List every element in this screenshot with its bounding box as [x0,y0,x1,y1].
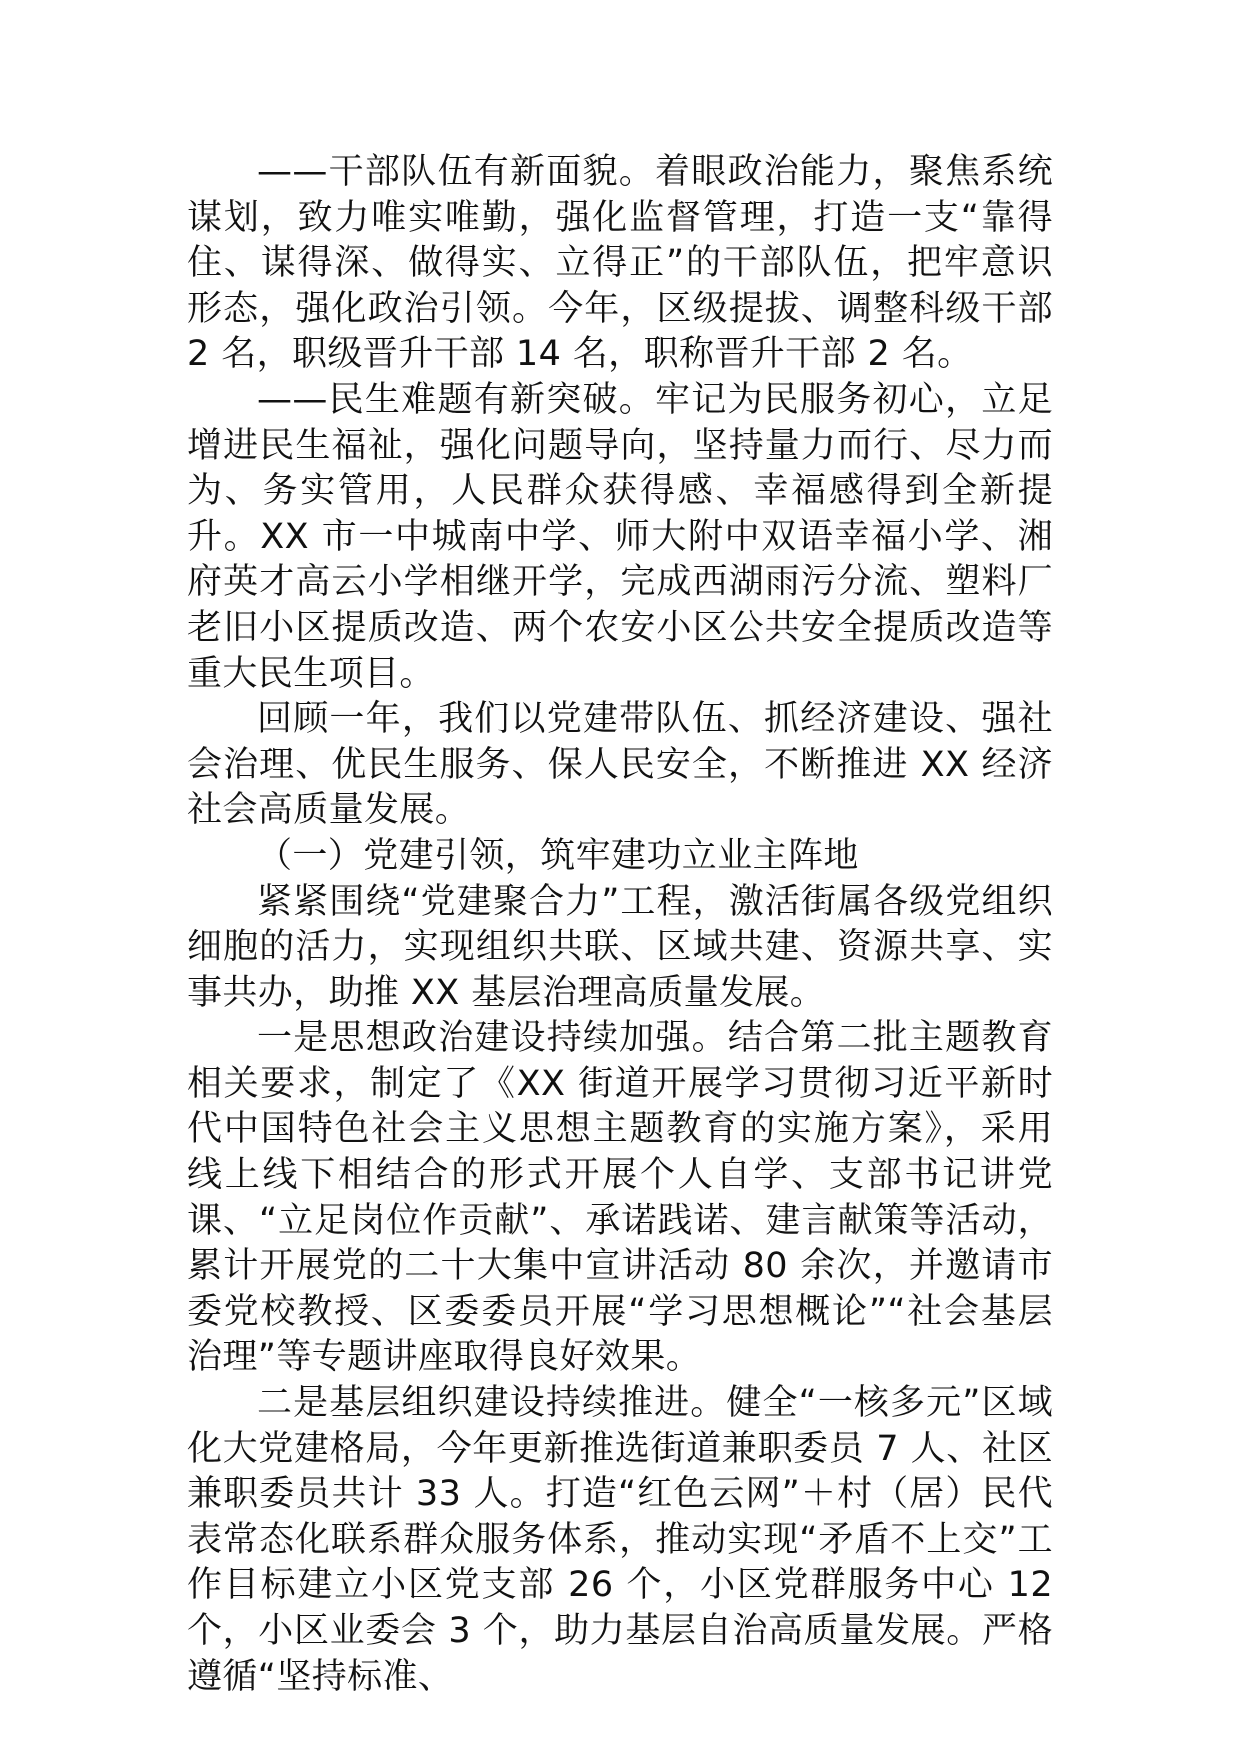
paragraph-review: 回顾一年，我们以党建带队伍、抓经济建设、强社会治理、优民生服务、保人民安全，不断推进 XX 经济社会高质量发展。 [187,699,1053,831]
document-body [187,150,1053,1700]
paragraph-cadre-team: ——干部队伍有新面貌。着眼政治能力，聚焦系统谋划，致力唯实唯勤，强化监督管理，打造一支“靠得住、谋得深、做得实、立得正”的干部队伍，把牢意识形态，强化政治引领。今年，区级提拔、调整科级干部 2 名，职级晋升干部 14 名，职称晋升干部 2 名。 [187,152,1053,375]
section-heading-party-building: （一）党建引领，筑牢建功立业主阵地 [257,835,859,876]
paragraph-grassroots-organization: 二是基层组织建设持续推进。健全“一核多元”区域化大党建格局，今年更新推选街道兼职委员 7 人、社区兼职委员共计 33 人。打造“红色云网”＋村（居）民代表常态化联系群众服务体系，推动实现“矛盾不上交”工作目标建立小区党支部 26 个，小区党群服务中心 12 个，小区业委会 3 个，助力基层自治高质量发展。严格遵循“坚持标准、 [187,1383,1053,1697]
paragraph-party-cohesion: 紧紧围绕“党建聚合力”工程，激活街属各级党组织细胞的活力，实现组织共联、区域共建、资源共享、实事共办，助推 XX 基层治理高质量发展。 [187,881,1053,1013]
paragraph-livelihood: ——民生难题有新突破。牢记为民服务初心，立足增进民生福祉，强化问题导向，坚持量力而行、尽力而为、务实管用，人民群众获得感、幸福感得到全新提升。XX 市一中城南中学、师大附中双语幸福小学、湘府英才高云小学相继开学，完成西湖雨污分流、塑料厂老旧小区提质改造、两个农安小区公共安全提质改造等重大民生项目。 [187,379,1053,694]
paragraph-ideological-building: 一是思想政治建设持续加强。结合第二批主题教育相关要求，制定了《XX 街道开展学习贯彻习近平新时代中国特色社会主义思想主题教育的实施方案》，采用线上线下相结合的形式开展个人自学、支部书记讲党课、“立足岗位作贡献”、承诺践诺、建言献策等活动，累计开展党的二十大集中宣讲活动 80 余次，并邀请市委党校教授、区委委员开展“学习思想概论”“社会基层治理”等专题讲座取得良好效果。 [187,1018,1053,1378]
